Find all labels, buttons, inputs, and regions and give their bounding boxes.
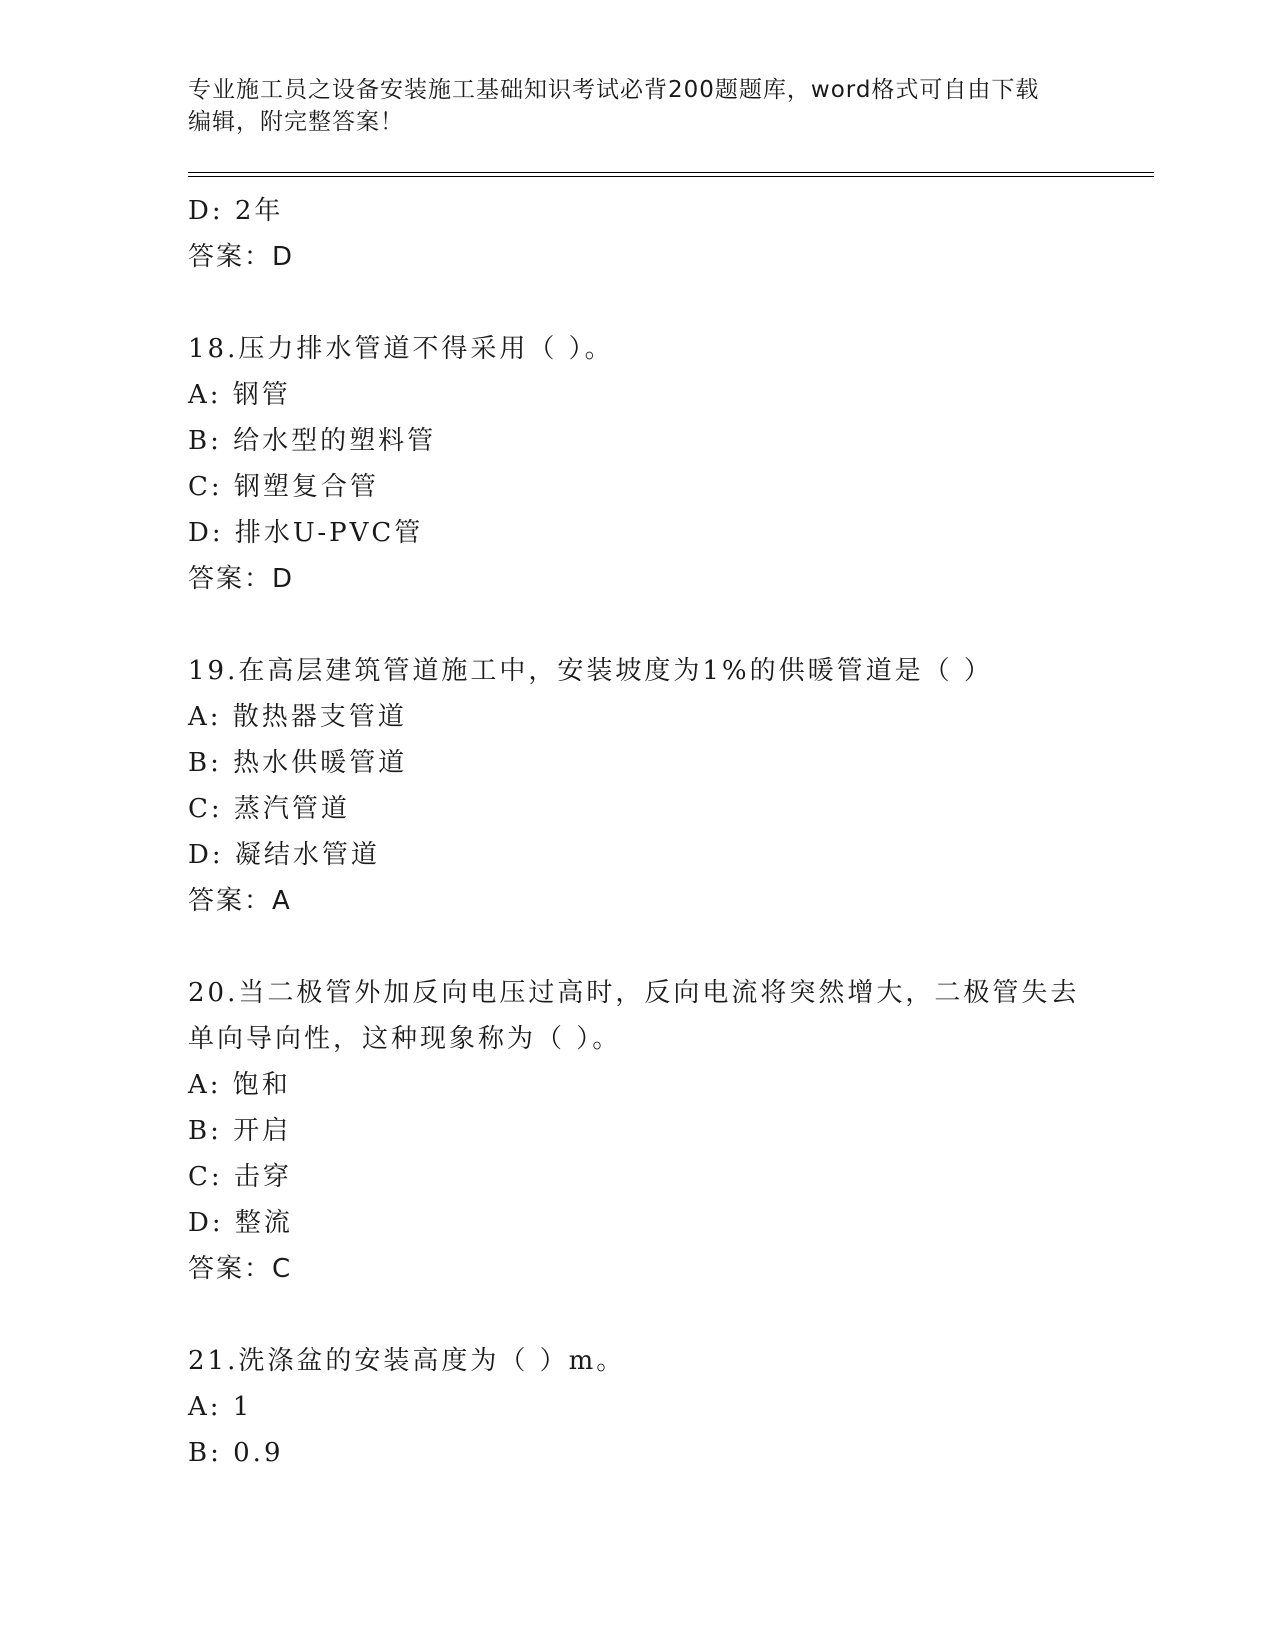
option-d: D: 凝结水管道 — [188, 840, 380, 870]
document-header — [188, 74, 1088, 138]
option-a: A: 1 — [188, 1392, 253, 1422]
question-21 — [188, 1338, 1088, 1476]
option-c: C: 钢塑复合管 — [188, 472, 379, 502]
option-b: B: 给水型的塑料管 — [188, 426, 437, 456]
header-rule-bottom — [188, 176, 1154, 177]
option-a: A: 钢管 — [188, 380, 291, 410]
header-title-line1: 专业施工员之设备安装施工基础知识考试必背200题题库，word格式可自由下载 — [188, 77, 1040, 103]
question-20 — [188, 970, 1088, 1292]
question-stem-line2: 单向导向性，这种现象称为（ ）。 — [188, 1024, 622, 1054]
option-d: D: 整流 — [188, 1208, 293, 1238]
question-stem: 18.压力排水管道不得采用（ ）。 — [188, 334, 614, 364]
question-stem-line1: 20.当二极管外加反向电压过高时，反向电流将突然增大，二极管失去 — [188, 978, 1080, 1008]
question-content — [188, 188, 1088, 1476]
question-stem: 19.在高层建筑管道施工中，安装坡度为1%的供暖管道是（ ） — [188, 656, 993, 686]
question-19 — [188, 648, 1088, 924]
option-c: C: 击穿 — [188, 1162, 292, 1192]
question-18 — [188, 326, 1088, 602]
option-b: B: 开启 — [188, 1116, 292, 1146]
header-title-line2: 编辑，附完整答案！ — [188, 109, 404, 135]
option-c: C: 蒸汽管道 — [188, 794, 350, 824]
header-rule-top — [188, 172, 1154, 173]
option-d: D: 排水U-PVC管 — [188, 518, 424, 548]
option-a: A: 饱和 — [188, 1070, 291, 1100]
answer-label: 答案：D — [188, 242, 295, 272]
answer-label: 答案：C — [188, 1254, 293, 1284]
question-stem: 21.洗涤盆的安装高度为（ ）m。 — [188, 1346, 626, 1376]
option-d: D: 2年 — [188, 196, 284, 226]
answer-label: 答案：A — [188, 886, 292, 916]
answer-label: 答案：D — [188, 564, 295, 594]
option-a: A: 散热器支管道 — [188, 702, 407, 732]
option-b: B: 0.9 — [188, 1438, 284, 1468]
option-b: B: 热水供暖管道 — [188, 748, 408, 778]
